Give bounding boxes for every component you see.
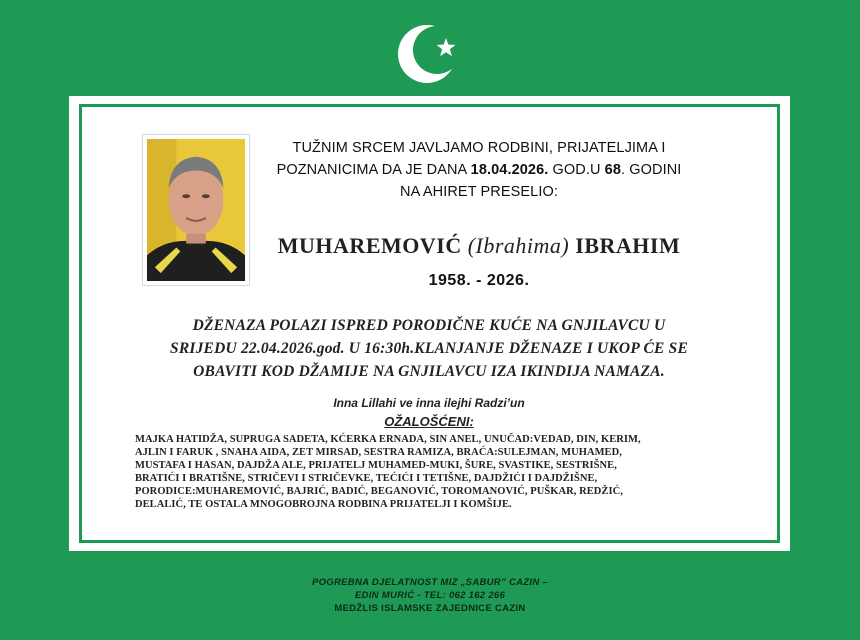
funeral-line-2: SRIJEDU 22.04.2026.god. U 16:30h.KLANJANJE DŽENAZE I UKOP ĆE SE [170,340,688,357]
mourners-line: PORODICE:MUHAREMOVIĆ, BAJRIĆ, BADIĆ, BEGANOVIĆ, TOROMANOVIĆ, PUŠKAR, REDŽIĆ, [135,486,623,497]
obituary-card [69,96,790,551]
surname: MUHAREMOVIĆ [277,233,462,258]
crescent-star-icon [396,22,462,86]
mourners-line: DELALIĆ, TE OSTALA MNOGOBROJNA RODBINA PRIJATELJI I KOMŠIJE. [135,499,512,510]
footer-line-3: MEDŽLIS ISLAMSKE ZAJEDNICE CAZIN [334,603,526,614]
mourners-line: BRATIĆI I BRATIŠNE, STRIČEVI I STRIČEVKE, TEĆIĆI I TETIŠNE, DAJDŽIĆI I DAJDŽIŠNE, [135,473,598,484]
mourners-line: MAJKA HATIDŽA, SUPRUGA SADETA, KĆERKA ERNADA, SIN ANEL, UNUČAD:VEDAD, DIN, KERIM, [135,434,641,445]
funeral-line-3: OBAVITI KOD DŽAMIJE NA GNJILAVCU IZA IKINDIJA NAMAZA. [193,363,665,380]
intro-line-3: NA AHIRET PRESELIO: [400,184,558,200]
footer-line-1: POGREBNA DJELATNOST MIZ „SABUR” CAZIN – [311,577,548,588]
mourners-line: MUSTAFA I HASAN, DAJDŽA ALE, PRIJATELJ MUHAMED-MUKI, ŠURE, SVASTIKE, SESTRIŠNE, [135,460,617,471]
mourners-title: OŽALOŠĆENI: [384,414,474,429]
intro-line-2: POZNANICIMA DA JE DANA 18.04.2026. GOD.U 68. GODINI [276,162,682,178]
deceased-photo [142,134,250,286]
footer-line-2: EDIN MURIĆ - TEL: 062 162 266 [354,590,506,601]
first-name: IBRAHIM [575,233,681,258]
intro-line-1: TUŽNIM SRCEM JAVLJAMO RODBINI, PRIJATELJIMA I [292,140,666,156]
age: 68 [604,162,621,178]
funeral-line-1: DŽENAZA POLAZI ISPRED PORODIČNE KUĆE NA GNJILAVCU U [192,317,666,334]
father-name: (Ibrahima) [467,233,570,258]
date-of-death: 18.04.2026. [470,162,549,178]
deceased-name [259,233,699,259]
mourners-line: AJLIN I FARUK , SNAHA AIDA, ZET MIRSAD, SESTRA RAMIZA, BRAĆA:SULEJMAN, MUHAMED, [135,447,622,458]
life-years: 1958. - 2026. [428,272,530,289]
prayer-text: Inna Lillahi ve inna ilejhi Radzi’un [333,396,525,410]
